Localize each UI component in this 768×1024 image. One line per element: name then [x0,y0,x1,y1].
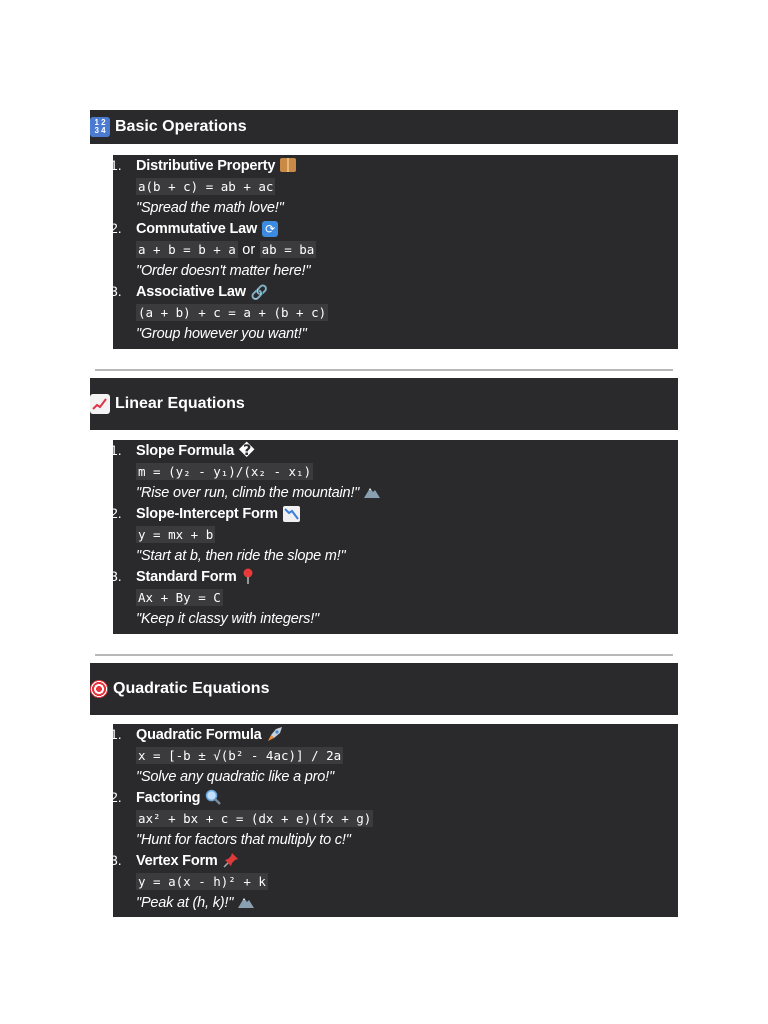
round-pushpin-icon [242,568,254,586]
formula: (a + b) + c = a + (b + c) [138,305,327,320]
section-panel-quadratic-equations [110,724,678,917]
item-title: Slope Formula [136,443,235,459]
list-item [110,850,678,913]
magnifying-glass-icon [205,789,221,807]
item-title: Slope-Intercept Form [136,506,278,522]
section-header-linear-equations [90,378,678,430]
item-quote: "Hunt for factors that multiply to c!" [136,832,351,848]
formula: a(b + c) = ab + ac [138,179,274,194]
item-number: 2. [110,220,122,236]
chart-decreasing-icon [283,506,300,522]
section-title: Quadratic Equations [113,680,270,697]
mountain-icon [364,486,380,500]
list-item [110,787,678,850]
section-divider [95,369,673,371]
item-quote: "Peak at (h, k)!" [136,895,234,911]
formula: m = (y₂ - y₁)/(x₂ - x₁) [138,464,312,479]
item-title: Commutative Law [136,221,258,237]
item-number: 2. [110,789,122,805]
list-item [110,281,678,344]
item-number: 3. [110,852,122,868]
formula-joiner: or [242,242,256,258]
item-title: Quadratic Formula [136,727,262,743]
formula: Ax + By = C [138,590,221,605]
item-title: Associative Law [136,284,246,300]
item-quote: "Order doesn't matter here!" [136,263,311,279]
section-header-quadratic-equations [90,663,678,715]
item-title: Standard Form [136,569,237,585]
section-panel-basic-operations [110,155,678,349]
item-title: Distributive Property [136,158,276,174]
item-quote: "Rise over run, climb the mountain!" [136,485,360,501]
item-quote: "Start at b, then ride the slope m!" [136,548,346,564]
list-item [110,155,678,218]
rocket-icon [267,726,283,744]
mountain-icon [238,896,254,910]
item-quote: "Keep it classy with integers!" [136,611,320,627]
cycle-arrows-icon: ⟳ [262,221,278,237]
chart-increasing-icon [90,394,110,414]
item-number: 1. [110,726,122,742]
formula: y = a(x - h)² + k [138,874,266,889]
formula: a + b = b + a [138,242,236,257]
replacement-glyph: � [238,443,255,459]
item-quote: "Group however you want!" [136,326,307,342]
section-panel-linear-equations [110,440,678,634]
item-number: 2. [110,505,122,521]
section-title: Basic Operations [115,118,247,135]
list-item [110,503,678,566]
list-item [110,440,678,503]
formula: ax² + bx + c = (dx + e)(fx + g) [138,811,372,826]
section-header-basic-operations [90,110,678,144]
list-item [110,566,678,629]
formula: x = [-b ± √(b² - 4ac)] / 2a [138,748,342,763]
pushpin-icon [223,852,239,870]
item-number: 1. [110,157,122,173]
item-quote: "Solve any quadratic like a pro!" [136,769,334,785]
item-number: 3. [110,568,122,584]
item-title: Factoring [136,790,201,806]
link-icon: 🔗 [250,283,269,300]
item-number: 1. [110,442,122,458]
list-item [110,218,678,281]
formula: ab = ba [261,242,315,257]
package-icon [280,158,296,172]
list-item [110,724,678,787]
target-icon [90,680,108,698]
section-title: Linear Equations [115,395,245,412]
section-divider [95,654,673,656]
input-numbers-icon: 1 2 3 4 [90,117,110,137]
item-quote: "Spread the math love!" [136,200,284,216]
formula: y = mx + b [138,527,214,542]
item-title: Vertex Form [136,853,218,869]
item-number: 3. [110,283,122,299]
